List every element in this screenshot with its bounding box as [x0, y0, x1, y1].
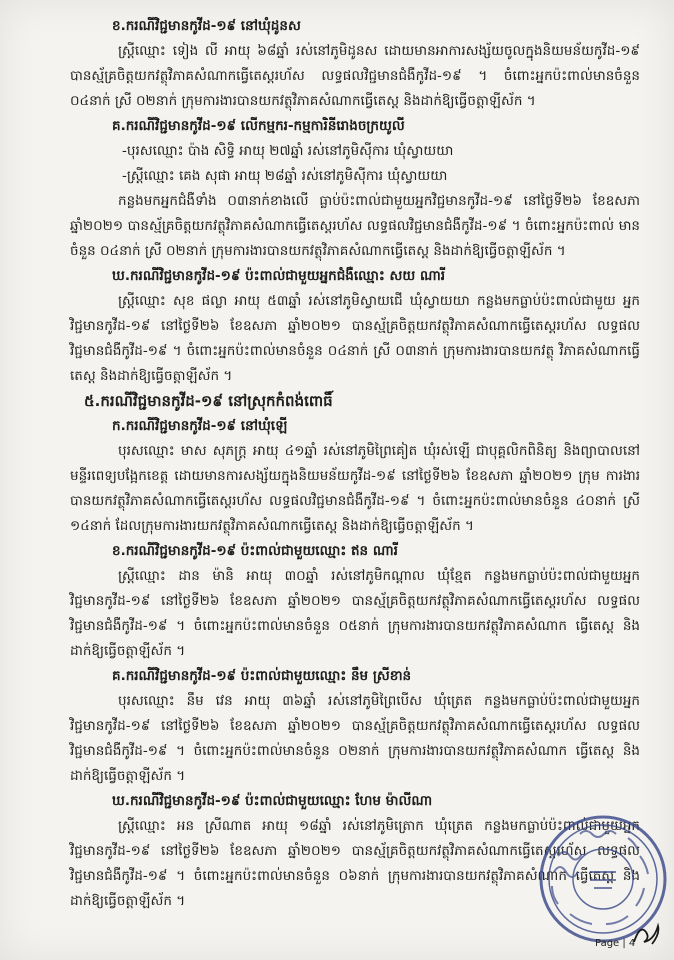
- subheading-c-contact-nim-sreykhan: គ.ករណីវិជ្ជមានកូវីដ-១៩ ប៉ះពាល់ជាមួយឈ្មោះ នឹម ស្រីខាន់: [112, 668, 412, 684]
- subheading-a-leu: ក.ករណីវិជ្ជមានកូវីដ-១៩ នៅឃុំឡើ: [112, 418, 288, 434]
- page-number: Page | 4: [595, 938, 636, 949]
- paragraph-case-sok-phalla: ស្ត្រីឈ្មោះ សុខ ផល្លា អាយុ ៥៣ឆ្នាំ រស់នៅភូមិស្វាយជើ ឃុំស្វាយយា កន្លងមកធ្លាប់ប៉ះពាល់ជាមួយ អ្នកវិជ្ជមានកូវីដ-១៩ នៅថ្ងៃទី២៦ ខែឧសភា ឆ្នាំ២០២១ បានស្ម័គ្រចិត្តយកវត្ថុវិភាគសំណាកធ្វើតេស្តរហ័ស លទ្ធផលវិជ្ជមានជំងឺកូវីដ-១៩ ។ ចំពោះអ្នកប៉ះពាល់មានចំនួន ០៤នាក់ ស្រី ០៣នាក់ ក្រុមការងារបានយកវត្ថុ វិភាគសំណាកធ្វើតេស្ត និងដាក់ឱ្យធ្វើចត្តាឡីស័ក ។: [70, 293, 640, 384]
- paragraph-factory-contacts: កន្លងមកអ្នកជំងឺទាំង ០៣នាក់ខាងលើ ធ្លាប់ប៉ះពាល់ជាមួយអ្នកវិជ្ជមានកូវីដ-១៩ នៅថ្ងៃទី២៦ ខែឧសភា ឆ្នាំ២០២១ បានស្ម័គ្រចិត្តយកវត្ថុវិភាគសំណាកធ្វើតេស្តរហ័ស លទ្ធផលវិជ្ជមានជំងឺកូវីដ-១៩ ។ ចំពោះអ្នកប៉ះពាល់ មានចំនួន ០៤នាក់ ស្រី ០២នាក់ ក្រុមការងារបានយកវត្ថុវិភាគសំណាកធ្វើតេស្ត និងដាក់ឱ្យធ្វើចត្តាឡីស័ក ។: [70, 193, 640, 259]
- subheading-b-don-sar: ខ.ករណីវិជ្ជមានកូវីដ-១៩ នៅឃុំដូនស: [112, 18, 301, 34]
- document-body: [70, 14, 640, 914]
- subheading-b-contact-en-nary: ខ.ករណីវិជ្ជមានកូវីដ-១៩ ប៉ះពាល់ជាមួយឈ្មោះ ឥន ណារី: [112, 543, 398, 559]
- paragraph-case-teang-li: ស្ត្រីឈ្មោះ ទៀង លី អាយុ ៦៨ឆ្នាំ រស់នៅភូមិដូនស ដោយមានអាការសង្ស័យចូលក្នុងនិយមន័យកូវីដ-១៩ បានស្ម័គ្រចិត្តយកវត្ថុវិភាគសំណាកធ្វើតេស្តរហ័ស លទ្ធផលវិជ្ជមានជំងឺកូវីដ-១៩ ។ ចំពោះអ្នកប៉ះពាល់មានចំនួន ០៤នាក់ ស្រី ០២នាក់ ក្រុមការងារបានយកវត្ថុវិភាគសំណាកធ្វើតេស្ត និងដាក់ឱ្យធ្វើចត្តាឡីស័ក ។: [70, 43, 640, 109]
- paragraph-case-nim-ven: បុរសឈ្មោះ នឹម វេន អាយុ ៣៦ឆ្នាំ រស់នៅភូមិព្រៃបើស ឃុំត្រេត កន្លងមកធ្លាប់ប៉ះពាល់ជាមួយអ្នក វិជ្ជមានកូវីដ-១៩ នៅថ្ងៃទី២៦ ខែឧសភា ឆ្នាំ២០២១ បានស្ម័គ្រចិត្តយកវត្ថុវិភាគសំណាកធ្វើតេស្តរហ័ស លទ្ធផលវិជ្ជមានជំងឺកូវីដ-១៩ ។ ចំពោះអ្នកប៉ះពាល់មានចំនួន ០២នាក់ ក្រុមការងារបានយកវត្ថុវិភាគសំណាក ធ្វើតេស្ត និងដាក់ឱ្យធ្វើចត្តាឡីស័ក ។: [70, 693, 640, 784]
- paragraph-case-meas-sopheak: បុរសឈ្មោះ មាស សុភក្រ្ត អាយុ ៤១ឆ្នាំ រស់នៅភូមិព្រៃគៀត ឃុំរស់ឡើ ជាបុគ្គលិកពិនិត្យ និងព្យាបាលនៅ មន្ទីរពេទ្យបង្អែកខេត្ត ដោយមានការសង្ស័យក្នុងនិយមន័យកូវីដ-១៩ នៅថ្ងៃទី២៦ ខែឧសភា ឆ្នាំ២០២១ ក្រុម ការងារបានយកវត្ថុវិភាគសំណាកធ្វើតេស្តរហ័ស លទ្ធផលវិជ្ជមានជំងឺកូវីដ-១៩ ។ ចំពោះអ្នកប៉ះពាល់មានចំនួន ៤០នាក់ ស្រី ១៤នាក់ ដែលក្រុមការងារយកវត្ថុវិភាគសំណាកធ្វើតេស្ត និងដាក់ឱ្យធ្វើចត្តាឡីស័ក ។: [70, 443, 640, 534]
- subheading-c-factory-workers: គ.ករណីវិជ្ជមានកូវីដ-១៩ លើកម្មករ-កម្មការិនីរោងចក្រយូលី: [112, 118, 405, 134]
- paragraph-case-on-sreynat: ស្ត្រីឈ្មោះ អន ស្រីណាត អាយុ ១៨ឆ្នាំ រស់នៅភូមិត្រោក ឃុំត្រេត កន្លងមកធ្លាប់ប៉ះពាល់ជាមួយអ្នក វិជ្ជមានកូវីដ-១៩ នៅថ្ងៃទី២៦ ខែឧសភា ឆ្នាំ២០២១ បានស្ម័គ្រចិត្តយកវត្ថុវិភាគសំណាកធ្វើតេស្តរហ័ស លទ្ធផលវិជ្ជមានជំងឺកូវីដ-១៩ ។ ចំពោះអ្នកប៉ះពាល់មានចំនួន ០៦នាក់ ក្រុមការងារបានយកវត្ថុវិភាគសំណាក ធ្វើតេស្ត និងដាក់ឱ្យធ្វើចត្តាឡីស័ក ។: [70, 818, 640, 909]
- section-heading-5-kampong-po: ៥.ករណីវិជ្ជមានកូវីដ-១៩ នៅស្រុកកំពង់ពោធិ៍: [84, 392, 333, 410]
- paragraph-case-dan-mani: ស្ត្រីឈ្មោះ ដាន ម៉ានិ អាយុ ៣០ឆ្នាំ រស់នៅភូមិកណ្តាល ឃុំខ្មែត កន្លងមកធ្លាប់ប៉ះពាល់ជាមួយអ្នក វិជ្ជមានកូវីដ-១៩ នៅថ្ងៃទី២៦ ខែឧសភា ឆ្នាំ២០២១ បានស្ម័គ្រចិត្តយកវត្ថុវិភាគសំណាកធ្វើតេស្តរហ័ស លទ្ធផលវិជ្ជមានជំងឺកូវីដ-១៩ ។ ចំពោះអ្នកប៉ះពាល់មានចំនួន ០៥នាក់ ក្រុមការងារបានយកវត្ថុវិភាគសំណាក ធ្វើតេស្ត និងដាក់ឱ្យធ្វើចត្តាឡីស័ក ។: [70, 568, 640, 659]
- subheading-d-contact-say-nary: ឃ.ករណីវិជ្ជមានកូវីដ-១៩ ប៉ះពាល់ជាមួយអ្នកជំងឺឈ្មោះ សយ ណារី: [112, 268, 445, 284]
- bullet-male-pang-sithi: -បុរសឈ្មោះ ប៉ាង សិទ្ធិ អាយុ ២៧ឆ្នាំ រស់នៅភូមិសុីការ ឃុំស្វាយយា: [122, 143, 454, 159]
- subheading-d-contact-hem-malina: ឃ.ករណីវិជ្ជមានកូវីដ-១៩ ប៉ះពាល់ជាមួយឈ្មោះ ហែម ម៉ាលីណា: [112, 793, 433, 809]
- bullet-female-keng-sophea: -ស្ត្រីឈ្មោះ គេង សុផា អាយុ ២៨ឆ្នាំ រស់នៅភូមិសុីការ ឃុំស្វាយយា: [122, 168, 448, 184]
- page-footer: [595, 938, 635, 949]
